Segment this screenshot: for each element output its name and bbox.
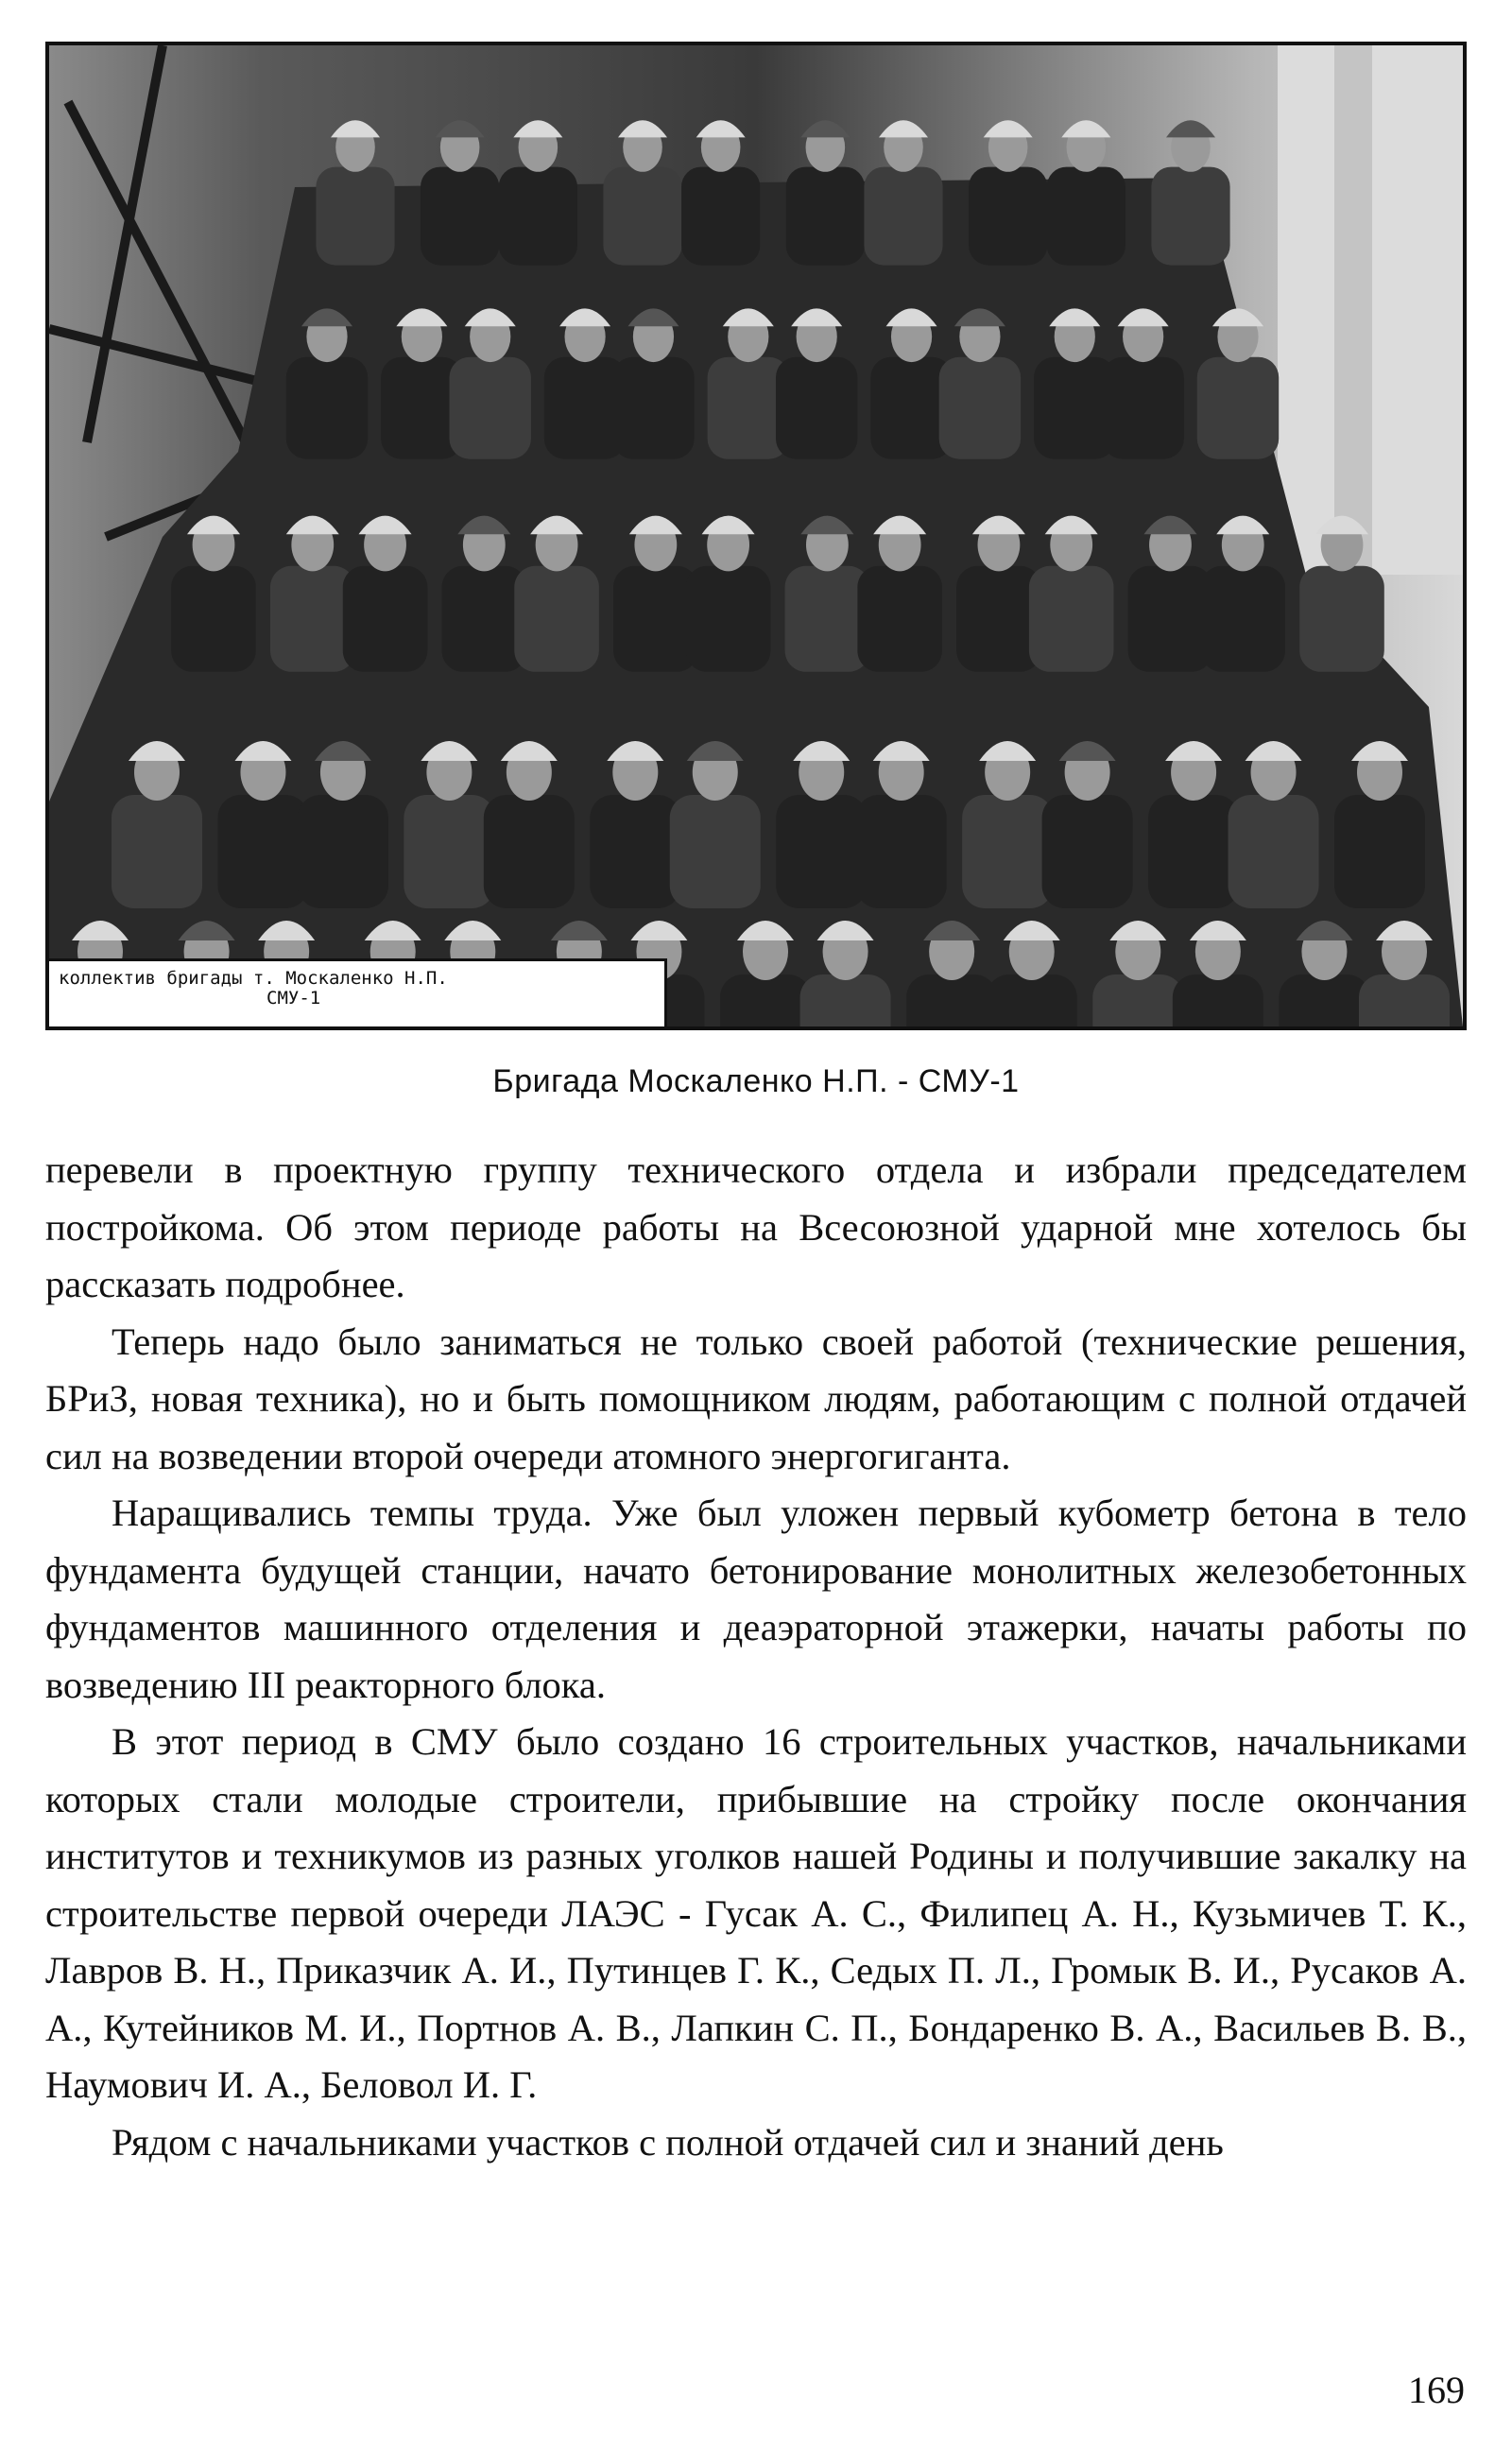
worker-body [613,566,698,672]
worker-body [298,795,388,908]
worker-body [590,795,680,908]
worker-body [603,167,681,266]
worker-body [1047,167,1125,266]
paragraph-3: Наращивались темпы труда. Уже был уложен первый кубометр бетона в тело фундамента будущей станции, начато бетонирование монолитных железобетонных фундаментов машинного отделения и деаэраторной этажерки, начаты работы по возведению III реакторного блока. [45,1492,1467,1706]
worker-body [720,974,811,1026]
worker-body [612,357,694,459]
worker-body [800,974,891,1026]
photo-caption: Бригада Москаленко Н.П. - СМУ-1 [492,1063,1020,1099]
worker-body [499,167,577,266]
worker-body [864,167,942,266]
worker-body [1148,795,1239,908]
worker-body [343,566,428,672]
worker-body [450,357,531,459]
worker-body [442,566,527,672]
worker-body [1029,566,1114,672]
worker-body [906,974,997,1026]
worker-body [112,795,202,908]
photo-inscription-line-2: СМУ-1 [266,987,321,1009]
worker-body [681,167,760,266]
worker-body [786,167,865,266]
worker-body [316,167,394,266]
worker-body [987,974,1077,1026]
photo-inscription-line-1: коллектив бригады т. Москаленко Н.П. [59,968,448,989]
worker-body [670,795,761,908]
worker-body [1092,974,1183,1026]
worker-body [962,795,1053,908]
worker-body [286,357,368,459]
page-number: 169 [1408,2369,1465,2411]
worker-body [785,566,870,672]
worker-body [939,357,1021,459]
worker-body [1299,566,1384,672]
worker-body [1128,566,1213,672]
worker-body [1359,974,1450,1026]
worker-body [514,566,599,672]
worker-body [686,566,771,672]
worker-body [404,795,494,908]
worker-body [776,795,867,908]
body-text [45,1142,1467,2171]
worker-body [1279,974,1369,1026]
photo-inscription [49,958,667,1026]
worker-body [1197,357,1279,459]
worker-body [956,566,1041,672]
worker-body [171,566,256,672]
paragraph-4: В этот период в СМУ было создано 16 строительных участков, начальниками которых стали молодые строители, прибывшие на стройку после окончания институтов и техникумов из разных уголков нашей Родины и получившие закалку на строительстве первой очереди ЛАЭС - Гусак А. С., Филипец А. Н., Кузьмичев Т. К., Лавров В. Н., Приказчик А. И., Путинцев Г. К., Седых П. Л., Громык В. И., Русаков А. А., Кутейников М. И., Портнов А. В., Лапкин С. П., Бондаренко В. А., Васильев В. В., Наумович И. А., Беловол И. Г. [45,1720,1467,2106]
worker-body [776,357,857,459]
worker-body [856,795,947,908]
worker-body [1173,974,1263,1026]
worker-body [484,795,575,908]
paragraph-1: перевели в проектную группу технического отдела и избрали председателем постройкома. Об этом периоде работы на Всесоюзной ударной мне хотелось бы рассказать подробнее. [45,1148,1467,1305]
group-photo [45,42,1467,1030]
worker-body [1334,795,1425,908]
worker-body [1042,795,1133,908]
paragraph-2: Теперь надо было заниматься не только своей работой (технические решения, БРиЗ, новая техника), но и быть помощником людям, работающим с полной отдачей сил на возведении второй очереди атомного энергогиганта. [45,1319,1467,1477]
worker-body [1228,795,1319,908]
worker-body [217,795,308,908]
group-photo-icon [49,45,1463,1026]
worker-body [270,566,355,672]
paragraph-5: Рядом с начальниками участков с полной отдачей сил и знаний день [112,2120,1224,2164]
worker-body [969,167,1047,266]
worker-body [1151,167,1229,266]
worker-body [1200,566,1285,672]
worker-body [421,167,499,266]
worker-body [857,566,942,672]
worker-body [1102,357,1183,459]
